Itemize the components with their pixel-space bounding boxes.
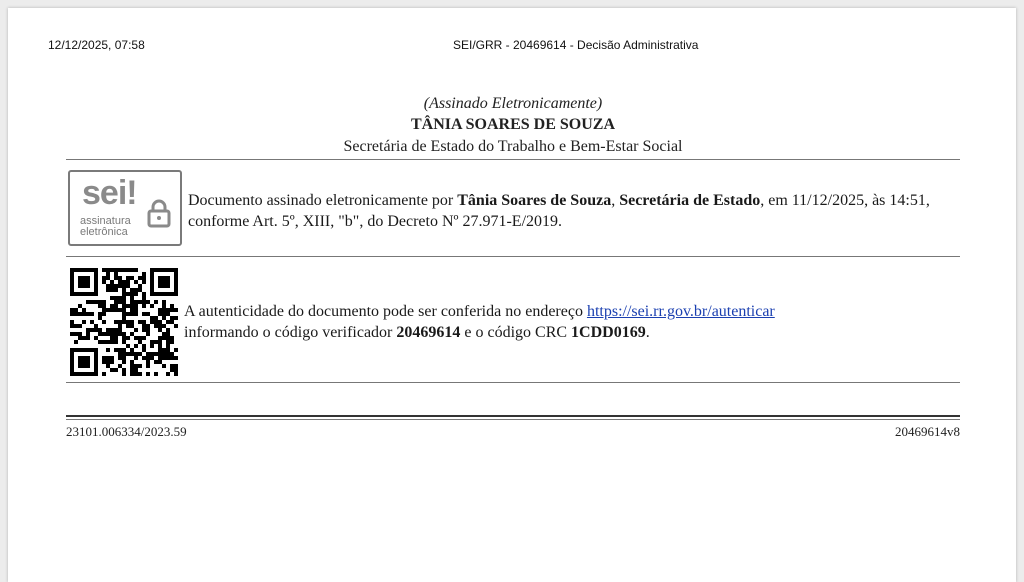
- signer-bold: Tânia Soares de Souza: [457, 192, 612, 209]
- authenticity-link[interactable]: https://sei.rr.gov.br/autenticar: [586, 303, 775, 320]
- print-datetime: 12/12/2025, 07:58: [48, 38, 145, 52]
- authenticity-statement: A autenticidade do documento pode ser conferida no endereço https://sei.rr.gov.br/autenticar informando o código verificador 20469614 e o código CRC 1CDD0169.: [184, 303, 775, 341]
- crc-code: 1CDD0169: [571, 324, 646, 341]
- document-page: [8, 8, 1016, 582]
- signature-statement: Documento assinado eletronicamente por Tânia Soares de Souza, Secretária de Estado, em 11/12/2025, às 14:51, conforme Art. 5º, XIII, "b", do Decreto Nº 27.971-E/2019.: [188, 192, 930, 230]
- signature-block: [66, 94, 960, 158]
- divider: [66, 159, 960, 160]
- document-version: 20469614v8: [895, 424, 960, 439]
- divider: [66, 256, 960, 257]
- document-title: SEI/GRR - 20469614 - Decisão Administrativa: [453, 38, 699, 52]
- divider: [66, 382, 960, 383]
- footer-divider: [66, 419, 960, 420]
- qr-code-icon: [70, 268, 178, 376]
- footer-divider: [66, 415, 960, 417]
- seal-subtitle: assinatura eletrônica: [80, 215, 131, 238]
- signer-name: TÂNIA SOARES DE SOUZA: [410, 116, 616, 133]
- verifier-code: 20469614: [396, 324, 461, 341]
- lock-icon: [146, 198, 172, 228]
- sei-logo-text: sei!: [82, 174, 137, 212]
- process-number: 23101.006334/2023.59: [66, 424, 187, 439]
- signer-role-bold: Secretária de Estado: [619, 192, 761, 209]
- signature-note: (Assinado Eletronicamente): [423, 95, 603, 112]
- signer-role: Secretária de Estado do Trabalho e Bem-Estar Social: [343, 138, 683, 155]
- sei-signature-seal: [68, 170, 182, 246]
